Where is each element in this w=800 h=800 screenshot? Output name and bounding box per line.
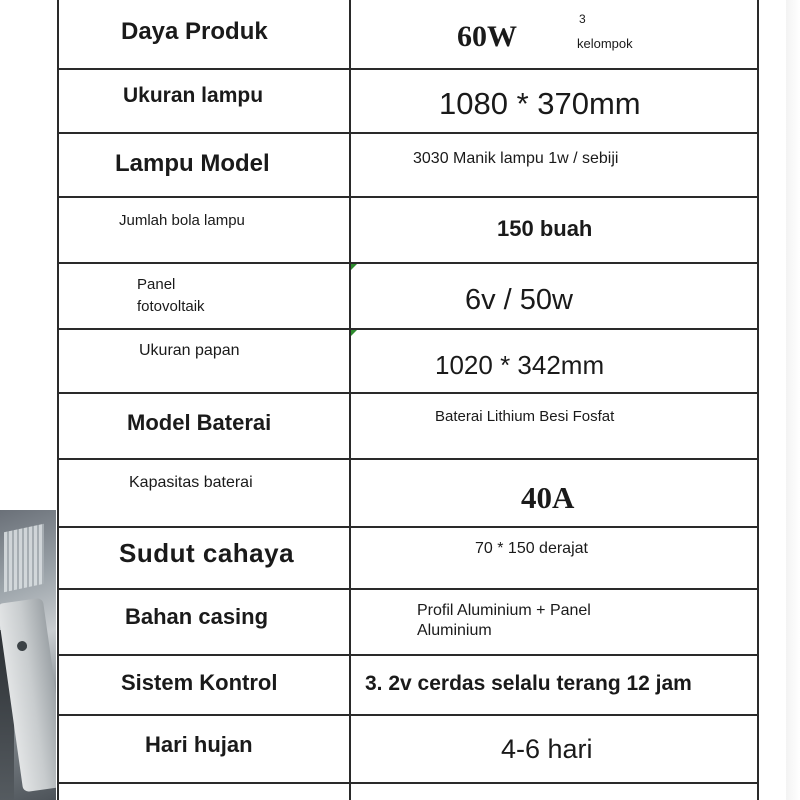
- row-value: 3. 2v cerdas selalu terang 12 jam: [365, 672, 692, 695]
- label-cell: [59, 198, 351, 262]
- label-cell: [59, 134, 351, 196]
- value-cell: [351, 0, 757, 68]
- solar-panel-image: [4, 524, 44, 593]
- row-label: Kapasitas baterai: [129, 474, 253, 491]
- table-row: [59, 198, 757, 264]
- table-row: [59, 0, 757, 70]
- table-row: [59, 460, 757, 528]
- value-cell: [351, 528, 757, 588]
- row-label: Bahan casing: [125, 604, 269, 629]
- label-cell: [59, 330, 351, 392]
- label-cell: [59, 0, 351, 68]
- row-value: Profil Aluminium + Panel: [417, 602, 591, 619]
- green-corner-mark: [351, 330, 357, 336]
- label-cell: [59, 528, 351, 588]
- row-label: Sudut cahaya: [119, 538, 295, 568]
- row-value: 40A: [521, 480, 575, 515]
- row-label: fotovoltaik: [137, 298, 205, 315]
- table-row-partial: [59, 784, 757, 800]
- label-cell: [59, 394, 351, 458]
- label-cell: [59, 264, 351, 328]
- row-value: 6v / 50w: [465, 284, 573, 316]
- value-cell: [351, 590, 757, 654]
- table-row: [59, 70, 757, 134]
- table-row: [59, 716, 757, 784]
- value-cell: [351, 784, 757, 800]
- label-cell: [59, 70, 351, 132]
- value-note: kelompok: [577, 36, 633, 51]
- value-cell: [351, 198, 757, 262]
- row-label: Model Baterai: [127, 410, 272, 435]
- row-value: 70 * 150 derajat: [475, 540, 588, 557]
- spec-table: [57, 0, 759, 800]
- value-cell: [351, 134, 757, 196]
- table-row: [59, 590, 757, 656]
- product-photo: [0, 510, 56, 800]
- row-label: Lampu Model: [115, 150, 270, 177]
- row-label: Jumlah bola lampu: [119, 212, 245, 229]
- value-cell: [351, 330, 757, 392]
- table-row: [59, 394, 757, 460]
- value-cell: [351, 394, 757, 458]
- value-cell: [351, 264, 757, 328]
- row-value: Aluminium: [417, 622, 492, 639]
- value-cell: [351, 656, 757, 714]
- row-label: Sistem Kontrol: [121, 670, 278, 695]
- value-cell: [351, 716, 757, 782]
- row-value: Baterai Lithium Besi Fosfat: [435, 408, 615, 425]
- value-cell: [351, 460, 757, 526]
- row-label: Hari hujan: [145, 732, 253, 757]
- table-row: [59, 264, 757, 330]
- label-cell: [59, 460, 351, 526]
- value-note: 3: [579, 12, 586, 26]
- label-cell: [59, 716, 351, 782]
- label-cell: [59, 590, 351, 654]
- table-row: [59, 528, 757, 590]
- value-cell: [351, 70, 757, 132]
- row-label: Ukuran papan: [139, 342, 240, 359]
- row-label: Ukuran lampu: [123, 84, 264, 107]
- row-value: 150 buah: [497, 216, 593, 241]
- row-value: 1020 * 342mm: [435, 350, 605, 380]
- row-value: 3030 Manik lampu 1w / sebiji: [413, 150, 619, 167]
- row-label: Daya Produk: [121, 18, 268, 45]
- table-row: [59, 134, 757, 198]
- green-corner-mark: [351, 264, 357, 270]
- label-cell: [59, 784, 351, 800]
- row-label: Panel: [137, 276, 176, 293]
- row-value: 60W: [457, 20, 517, 53]
- table-row: [59, 656, 757, 716]
- row-value: 1080 * 370mm: [439, 86, 641, 121]
- table-row: [59, 330, 757, 394]
- page-edge: [786, 0, 800, 800]
- row-value: 4-6 hari: [501, 734, 593, 764]
- label-cell: [59, 656, 351, 714]
